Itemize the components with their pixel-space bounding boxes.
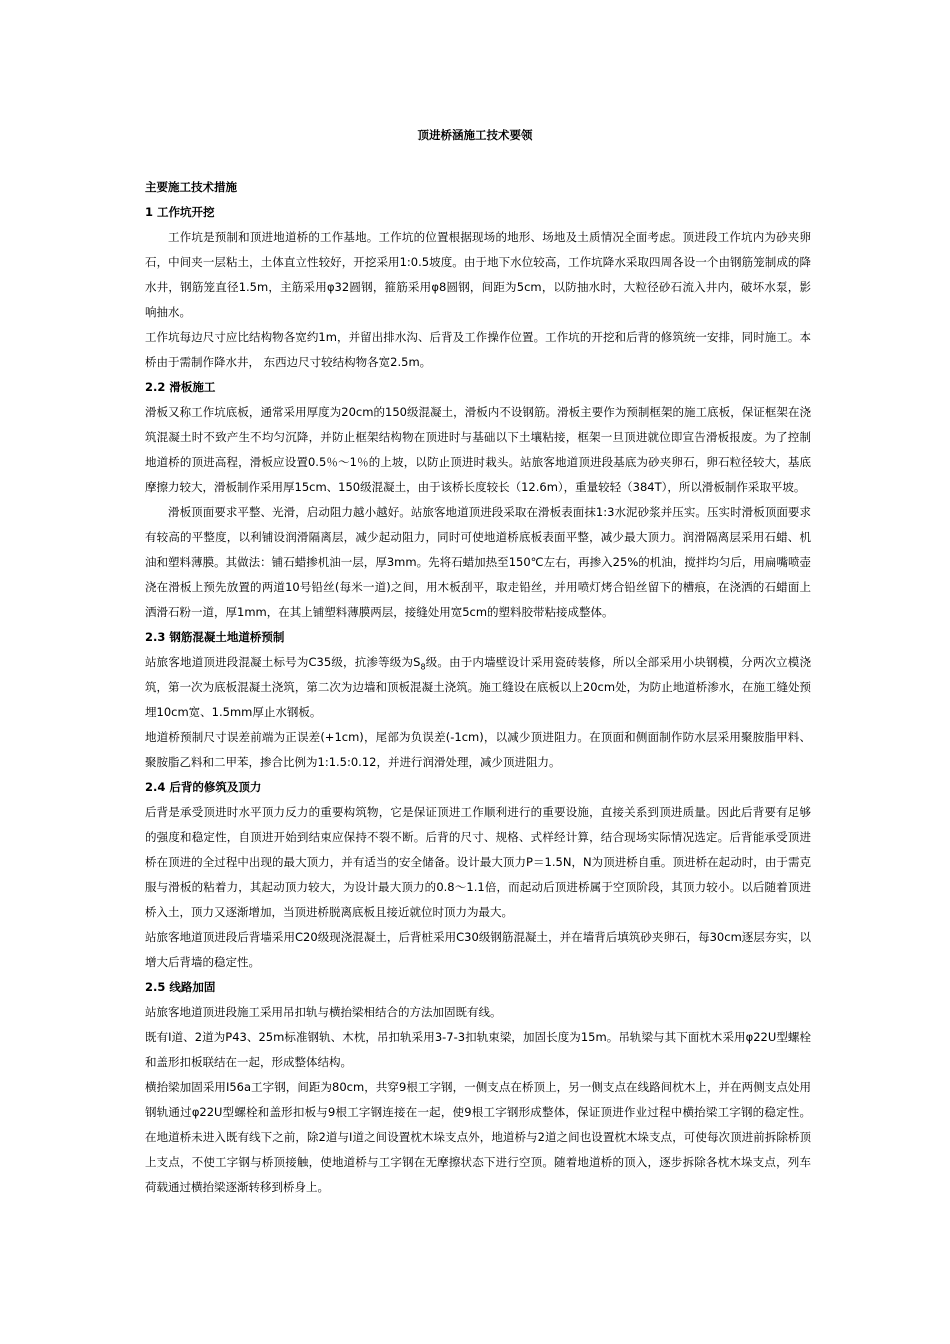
paragraph: 站旅客地道顶进段施工采用吊扣轨与横抬梁相结合的方法加固既有线。 <box>145 1005 502 1019</box>
paragraph: 后背是承受顶进时水平顶力反力的重要构筑物，它是保证顶进工作顺利进行的重要设施，直接关系到顶进质量。因此后背要有足够的强度和稳定性，自顶进开始到结束应保持不裂不断。后背的尺寸、规格、式样经计算，结合现场实际情况选定。后背能承受顶进桥在顶进的全过程中出现的最大顶力，并有适当的安全储备。设计最大顶力P＝1.5N，N为顶进桥自重。顶进桥在起动时，由于需克服与滑板的粘着力，其起动顶力较大，为设计最大顶力的0.8～1.1倍，而起动后顶进桥属于空顶阶段，其顶力较小。以后随着顶进桥入土，顶力又逐渐增加，当顶进桥脱离底板且接近就位时顶力为最大。 <box>145 805 811 919</box>
paragraph: 工作坑每边尺寸应比结构物各宽约1m，并留出排水沟、后背及工作操作位置。工作坑的开挖和后背的修筑统一安排，同时施工。本桥由于需制作降水井， 东西边尺寸较结构物各宽2.5m。 <box>145 330 811 369</box>
section-heading-1: 1 工作坑开挖 <box>145 205 215 219</box>
paragraph: 工作坑是预制和顶进地道桥的工作基地。工作坑的位置根据现场的地形、场地及土质情况全面考虑。顶进段工作坑内为砂夹卵石，中间夹一层粘土，土体直立性较好，开挖采用1:0.5坡度。由于地下水位较高，工作坑降水采取四周各设一个由钢筋笼制成的降水井，钢筋笼直径1.5m，主筋采用φ32圆钢，箍筋采用φ8圆钢，间距为5cm，以防抽水时，大粒径砂石流入井内，破坏水泵，影响抽水。 <box>145 230 811 319</box>
paragraph: 滑板顶面要求平整、光滑，启动阻力越小越好。站旅客地道顶进段采取在滑板表面抹1:3水泥砂浆并压实。压实时滑板顶面要求有较高的平整度，以利铺设润滑隔离层，减少起动阻力，同时可使地道桥底板表面平整，减少最大顶力。润滑隔离层采用石蜡、机油和塑料薄膜。其做法：铺石蜡掺机油一层，厚3mm。先将石蜡加热至150℃左右，再掺入25%的机油，搅拌均匀后，用扁嘴喷壶浇在滑板上预先放置的两道10号铅丝(每米一道)之间，用木板刮平，取走铅丝，并用喷灯烤合铅丝留下的槽痕，在浇洒的石蜡面上洒滑石粉一道，厚1mm，在其上铺塑料薄膜两层，接缝处用宽5cm的塑料胶带粘接成整体。 <box>145 505 811 619</box>
paragraph: 横抬梁加固采用I56a工字钢，间距为80cm，共穿9根工字钢，一侧支点在桥顶上，另一侧支点在线路间枕木上，并在两侧支点处用钢轨通过φ22U型螺栓和盖形扣板与9根工字钢连接在一起，使9根工字钢形成整体，保证顶进作业过程中横抬梁工字钢的稳定性。在地道桥未进入既有线下之前，除2道与Ⅰ道之间设置枕木垛支点外，地道桥与2道之间也设置枕木垛支点，可使每次顶进前拆除桥顶上支点，不使工字钢与桥顶接触，使地道桥与工字钢在无摩擦状态下进行空顶。随着地道桥的顶入，逐步拆除各枕木垛支点，列车荷载通过横抬梁逐渐转移到桥身上。 <box>145 1080 811 1194</box>
section-heading-2-4: 2.4 后背的修筑及顶力 <box>145 780 262 794</box>
paragraph-text: 级。由于内墙壁设计采用瓷砖装修，所以全部采用小块钢模，分两次立模浇筑，第一次为底板混凝土浇筑，第二次为边墙和顶板混凝土浇筑。施工缝设在底板以上20cm处，为防止地道桥渗水，在施工缝处预埋10cm宽、1.5mm厚止水钢板。 <box>145 655 811 719</box>
paragraph <box>145 650 811 725</box>
paragraph: 既有Ⅰ道、2道为P43、25m标准钢轨、木枕，吊扣轨采用3-7-3扣轨束梁，加固长度为15m。吊轨梁与其下面枕木采用φ22U型螺栓和盖形扣板联结在一起，形成整体结构。 <box>145 1030 811 1069</box>
paragraph-text: 站旅客地道顶进段混凝土标号为C35级，抗渗等级为S <box>145 655 421 669</box>
subscript: 8 <box>420 662 426 672</box>
document-body <box>145 175 811 1200</box>
section-heading-2-5: 2.5 线路加固 <box>145 980 216 994</box>
paragraph: 地道桥预制尺寸误差前端为正误差(+1cm)，尾部为负误差(-1cm)，以减少顶进阻力。在顶面和侧面制作防水层采用聚胺脂甲料、聚胺脂乙料和二甲苯，掺合比例为1:1.5:0.12，并进行润滑处理，减少顶进阻力。 <box>145 730 811 769</box>
paragraph: 滑板又称工作坑底板，通常采用厚度为20cm的150级混凝土，滑板内不设钢筋。滑板主要作为预制框架的施工底板，保证框架在浇筑混凝土时不致产生不均匀沉降，并防止框架结构物在顶进时与基础以下土壤粘接，框架一旦顶进就位即宣告滑板报废。为了控制地道桥的顶进高程，滑板应设置0.5％～1％的上坡，以防止顶进时栽头。站旅客地道顶进段基底为砂夹卵石，卵石粒径较大，基底摩擦力较大，滑板制作采用厚15cm、150级混凝土，由于该桥长度较长（12.6m），重量较轻（384T），所以滑板制作采取平坡。 <box>145 405 811 494</box>
section-heading-2-3: 2.3 钢筋混凝土地道桥预制 <box>145 630 285 644</box>
section-heading-main: 主要施工技术措施 <box>145 180 237 194</box>
paragraph: 站旅客地道顶进段后背墙采用C20级现浇混凝土，后背桩采用C30级钢筋混凝土，并在墙背后填筑砂夹卵石，每30cm逐层夯实，以增大后背墙的稳定性。 <box>145 930 811 969</box>
section-heading-2-2: 2.2 滑板施工 <box>145 380 216 394</box>
document-title: 顶进桥涵施工技术要领 <box>417 128 533 142</box>
